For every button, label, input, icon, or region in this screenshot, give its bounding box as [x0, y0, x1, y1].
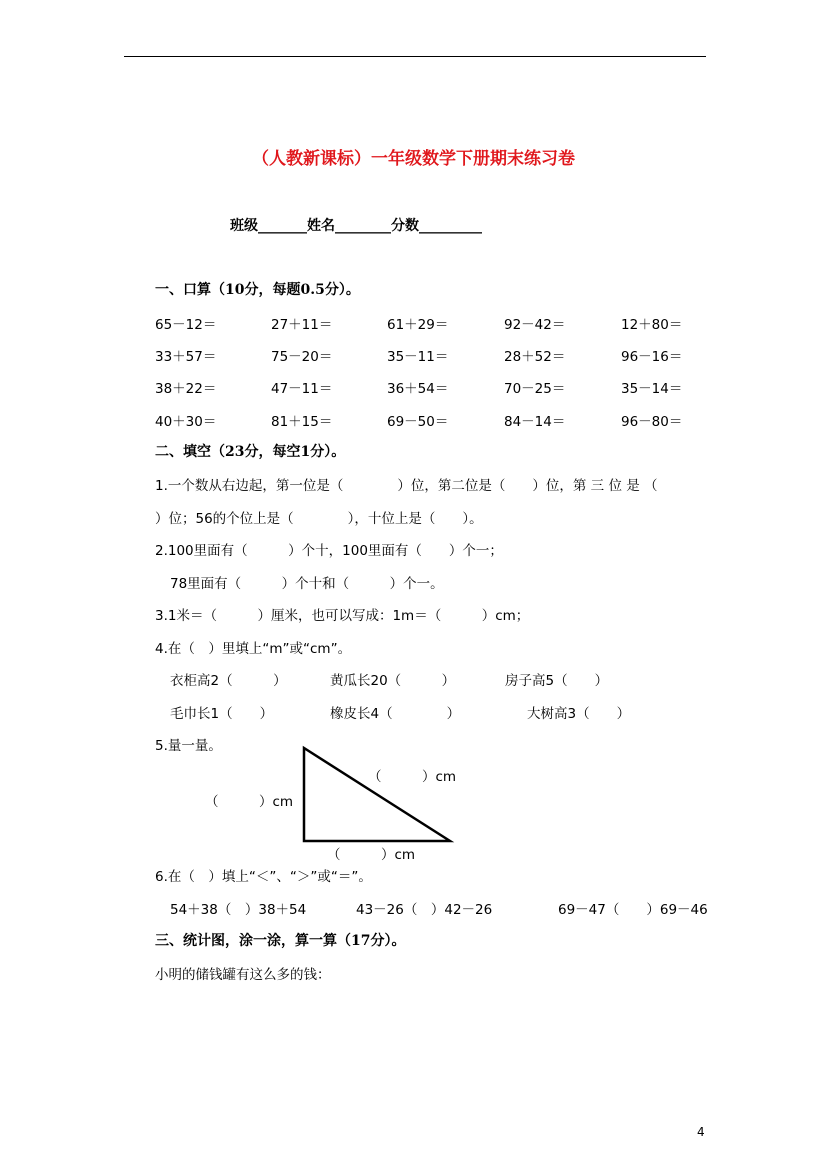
question-1-line2: ）位；56的个位上是（ ），十位上是（ ）。: [155, 511, 483, 527]
unit-blank-item: 毛巾长1（ ）: [170, 706, 274, 722]
right-triangle-shape: [304, 748, 450, 841]
compare-item: 69－47（ ）69－46: [558, 902, 708, 918]
question-1-line1: 1.一个数从右边起，第一位是（ ）位，第二位是（ ）位，第 三 位 是 （: [155, 478, 658, 494]
question-4: 4.在（ ）里填上“m”或“cm”。: [155, 641, 352, 657]
calc-item: 28＋52＝: [504, 349, 566, 365]
unit-blank-item: 房子高5（ ）: [505, 673, 609, 689]
unit-blank-item: 大树高3（ ）: [527, 706, 631, 722]
calc-item: 69－50＝: [387, 414, 449, 430]
unit-blank-item: 黄瓜长20（ ）: [330, 673, 456, 689]
calc-item: 84－14＝: [504, 414, 566, 430]
section3-intro: 小明的储钱罐有这么多的钱：: [155, 967, 331, 983]
section2-heading: 二、填空（23分，每空1分）。: [155, 444, 346, 460]
calc-item: 36＋54＝: [387, 381, 449, 397]
calc-item: 65－12＝: [155, 317, 217, 333]
compare-item: 43－26（ ）42－26: [356, 902, 493, 918]
calc-item: 12＋80＝: [621, 317, 683, 333]
page-number: 4: [697, 1125, 705, 1139]
calc-item: 96－16＝: [621, 349, 683, 365]
calc-item: 96－80＝: [621, 414, 683, 430]
compare-item: 54＋38（ ）38＋54: [170, 902, 307, 918]
page-title: （人教新课标）一年级数学下册期末练习卷: [252, 149, 575, 169]
calc-item: 35－11＝: [387, 349, 449, 365]
question-6: 6.在（ ）填上“＜”、“＞”或“＝”。: [155, 869, 372, 885]
triangle-left-side-label: （ ）cm: [205, 794, 294, 810]
calc-item: 70－25＝: [504, 381, 566, 397]
calc-item: 27＋11＝: [271, 317, 333, 333]
section1-heading: 一、口算（10分，每题0.5分）。: [155, 282, 360, 298]
calc-item: 47－11＝: [271, 381, 333, 397]
question-3: 3.1米＝（ ）厘米，也可以写成：1m＝（ ）cm；: [155, 608, 530, 624]
calc-item: 92－42＝: [504, 317, 566, 333]
unit-blank-item: 衣柜高2（ ）: [170, 673, 287, 689]
calc-item: 35－14＝: [621, 381, 683, 397]
calc-item: 40＋30＝: [155, 414, 217, 430]
calc-item: 75－20＝: [271, 349, 333, 365]
unit-blank-item: 橡皮长4（ ）: [330, 706, 461, 722]
triangle-bottom-label: （ ）cm: [327, 847, 416, 863]
calc-item: 61＋29＝: [387, 317, 449, 333]
triangle-hypotenuse-label: （ ）cm: [368, 769, 457, 785]
student-info-line: 班级_______姓名________分数_________: [230, 218, 482, 234]
calc-item: 33＋57＝: [155, 349, 217, 365]
question-2-line1: 2.100里面有（ ）个十，100里面有（ ）个一；: [155, 543, 503, 559]
calc-item: 81＋15＝: [271, 414, 333, 430]
question-5: 5.量一量。: [155, 738, 222, 754]
question-2-line2: 78里面有（ ）个十和（ ）个一。: [170, 576, 444, 592]
section3-heading: 三、统计图，涂一涂，算一算（17分）。: [155, 933, 406, 949]
calc-item: 38＋22＝: [155, 381, 217, 397]
